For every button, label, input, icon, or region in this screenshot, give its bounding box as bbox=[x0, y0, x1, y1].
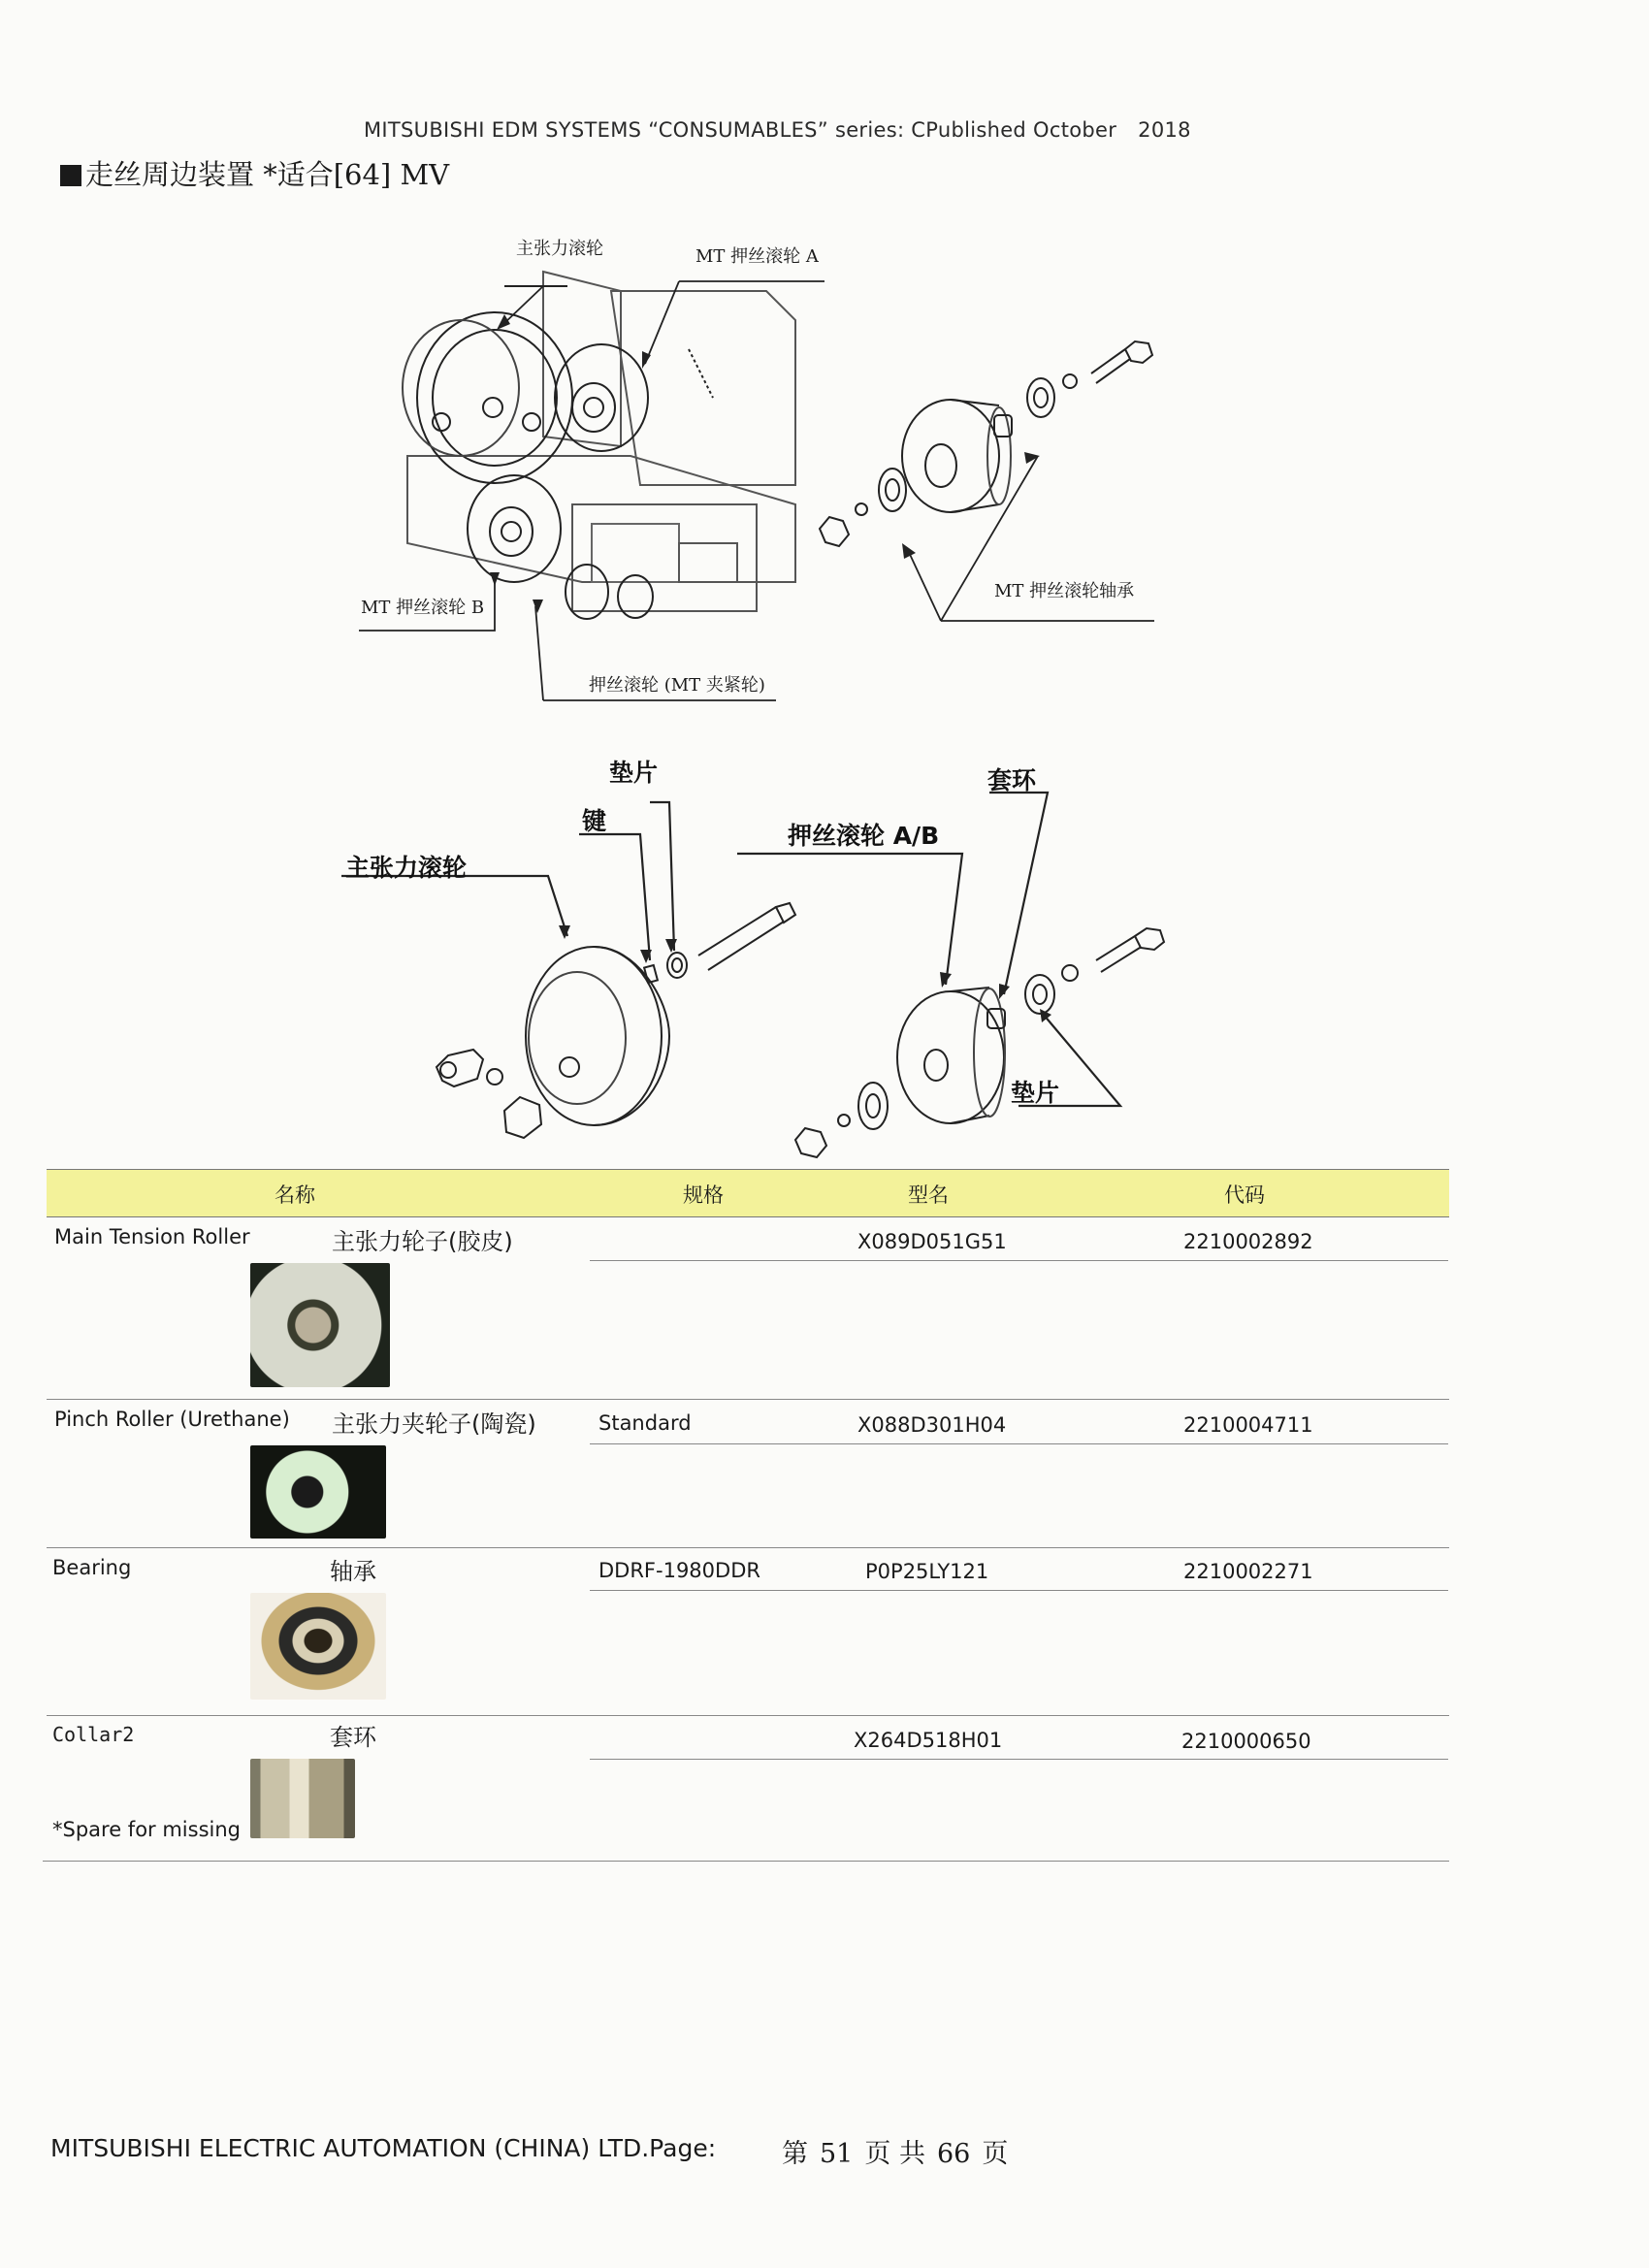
label-washer-1: 垫片 bbox=[609, 759, 659, 787]
row1-subrule bbox=[590, 1260, 1448, 1261]
label-key: 键 bbox=[582, 807, 607, 835]
footer-page-prefix: 第 bbox=[782, 2139, 808, 2169]
footer-page-mid: 页 共 bbox=[864, 2139, 925, 2169]
row2-code: 2210004711 bbox=[1183, 1413, 1313, 1437]
col-header-spec: 规格 bbox=[683, 1183, 724, 1207]
section-title-text: 走丝周边装置 *适合[64] MV bbox=[85, 158, 450, 191]
row2-model: X088D301H04 bbox=[857, 1413, 1007, 1437]
footer-company: MITSUBISHI ELECTRIC AUTOMATION (CHINA) LTD.Page: bbox=[50, 2134, 717, 2162]
row4-note: *Spare for missing bbox=[52, 1818, 241, 1841]
col-header-model: 型名 bbox=[908, 1183, 949, 1207]
label-main-tension-roller: 主张力滚轮 bbox=[516, 239, 603, 259]
top-assembly-drawing bbox=[359, 272, 1154, 700]
bearing-photo bbox=[250, 1593, 386, 1700]
row1-name-en: Main Tension Roller bbox=[54, 1225, 250, 1248]
row4-name-cn: 套环 bbox=[330, 1724, 376, 1751]
row1-name-cn: 主张力轮子(胶皮) bbox=[332, 1228, 513, 1255]
row3-spec: DDRF-1980DDR bbox=[598, 1559, 760, 1582]
tension-roller-photo bbox=[250, 1263, 390, 1387]
col-header-name: 名称 bbox=[275, 1183, 315, 1207]
footer-page: 51 bbox=[820, 2139, 854, 2169]
footer-page-number bbox=[776, 2132, 1014, 2170]
header-year: 2018 bbox=[1138, 118, 1191, 142]
row1-rule bbox=[47, 1399, 1449, 1400]
row2-name-cn: 主张力夹轮子(陶瓷) bbox=[332, 1410, 536, 1438]
row2-spec: Standard bbox=[598, 1411, 692, 1435]
row4-rule bbox=[43, 1861, 1449, 1862]
row1-model: X089D051G51 bbox=[857, 1230, 1007, 1253]
row3-rule bbox=[47, 1715, 1449, 1716]
row3-name-en: Bearing bbox=[52, 1556, 132, 1579]
label-washer-2: 垫片 bbox=[1011, 1079, 1060, 1107]
label-mt-bearing: MT 押丝滚轮轴承 bbox=[994, 581, 1135, 601]
footer-total: 66 bbox=[936, 2139, 971, 2169]
row2-name-en: Pinch Roller (Urethane) bbox=[54, 1408, 290, 1431]
pinch-roller-photo bbox=[250, 1445, 386, 1539]
header-title: MITSUBISHI EDM SYSTEMS “CONSUMABLES” series: CPublished October bbox=[364, 118, 1117, 142]
footer-page-suffix: 页 bbox=[982, 2139, 1009, 2169]
row2-subrule bbox=[590, 1443, 1448, 1444]
row3-subrule bbox=[590, 1590, 1448, 1591]
col-header-code: 代码 bbox=[1224, 1183, 1265, 1207]
label-collar: 套环 bbox=[987, 766, 1037, 794]
row4-model: X264D518H01 bbox=[854, 1729, 1003, 1752]
row2-rule bbox=[47, 1547, 1449, 1548]
label-pinch-roller-mt: 押丝滚轮 (MT 夹紧轮) bbox=[589, 675, 765, 696]
row1-code: 2210002892 bbox=[1183, 1230, 1313, 1253]
row3-model: P0P25LY121 bbox=[865, 1560, 989, 1583]
collar-photo bbox=[250, 1759, 355, 1838]
label-mt-pinch-a: MT 押丝滚轮 A bbox=[695, 246, 819, 267]
row3-code: 2210002271 bbox=[1183, 1560, 1313, 1583]
row4-code: 2210000650 bbox=[1181, 1730, 1311, 1753]
row3-name-cn: 轴承 bbox=[330, 1558, 376, 1585]
row4-subrule bbox=[590, 1759, 1448, 1760]
label-pinch-roller-ab: 押丝滚轮 A/B bbox=[788, 822, 940, 850]
label-main-tension-roller-exploded: 主张力滚轮 bbox=[345, 854, 468, 882]
row4-name-en: Collar2 bbox=[52, 1723, 135, 1746]
label-mt-pinch-b: MT 押丝滚轮 B bbox=[361, 598, 485, 618]
